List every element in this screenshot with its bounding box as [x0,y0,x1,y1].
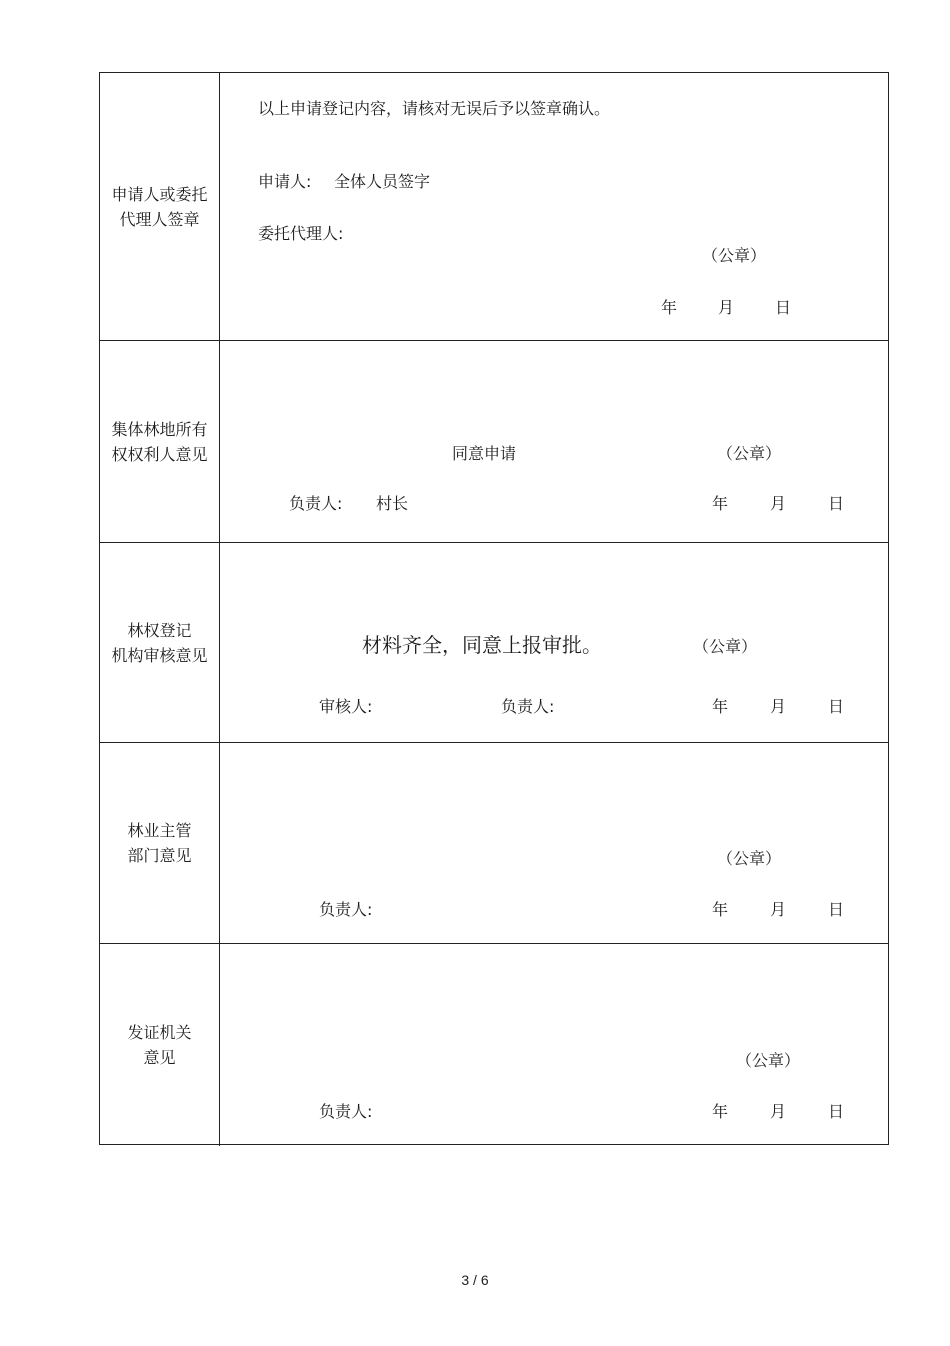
row-landowner-opinion [100,341,888,543]
row-forestry-department [100,743,888,944]
date-year: 年 [661,298,678,317]
row-issuing-authority [100,944,888,1146]
cell-registration-review [220,543,888,742]
date-month: 月 [770,697,787,716]
date-day: 日 [828,900,845,919]
row-applicant-signature [100,73,888,341]
date-month: 月 [770,1102,787,1121]
row-label-issuing-authority: 发证机关 意见 [100,944,220,1146]
date-month: 月 [770,494,787,513]
person-in-charge-label: 负责人: [319,1102,373,1121]
row-registration-review [100,543,888,743]
date-year: 年 [712,494,729,513]
date-day: 日 [828,494,845,513]
date-month: 月 [718,298,735,317]
date-year: 年 [712,900,729,919]
official-seal-label: （公章） [702,246,767,265]
date-day: 日 [775,298,792,317]
date-year: 年 [712,1102,729,1121]
person-in-charge-label: 负责人: [319,900,373,919]
opinion-text: 材料齐全，同意上报审批。 [362,633,602,657]
cell-forestry-department [220,743,888,943]
date-day: 日 [828,1102,845,1121]
official-seal-label: （公章） [736,1051,801,1070]
row-label-landowner: 集体林地所有 权权利人意见 [100,341,220,542]
row-label-registration-review: 林权登记 机构审核意见 [100,543,220,742]
person-in-charge-value: 村长 [376,494,409,513]
date-month: 月 [770,900,787,919]
confirm-text: 以上申请登记内容，请核对无误后予以签章确认。 [258,99,611,118]
cell-issuing-authority [220,944,888,1146]
official-seal-label: （公章） [717,444,782,463]
row-label-applicant: 申请人或委托 代理人签章 [100,73,220,340]
reviewer-label: 审核人: [319,697,373,716]
person-in-charge-label: 负责人: [501,697,555,716]
official-seal-label: （公章） [693,637,758,656]
opinion-text: 同意申请 [452,444,517,463]
applicant-signature-value: 全体人员签字 [334,172,431,191]
agent-label: 委托代理人: [258,224,344,243]
date-year: 年 [712,697,729,716]
registration-form-table [99,72,889,1145]
official-seal-label: （公章） [717,849,782,868]
person-in-charge-label: 负责人: [289,494,343,513]
applicant-label: 申请人: [258,172,312,191]
row-label-forestry-department: 林业主管 部门意见 [100,743,220,943]
cell-landowner-opinion [220,341,888,542]
date-day: 日 [828,697,845,716]
page-number: 3 / 6 [461,1272,489,1288]
cell-applicant-signature [220,73,888,340]
